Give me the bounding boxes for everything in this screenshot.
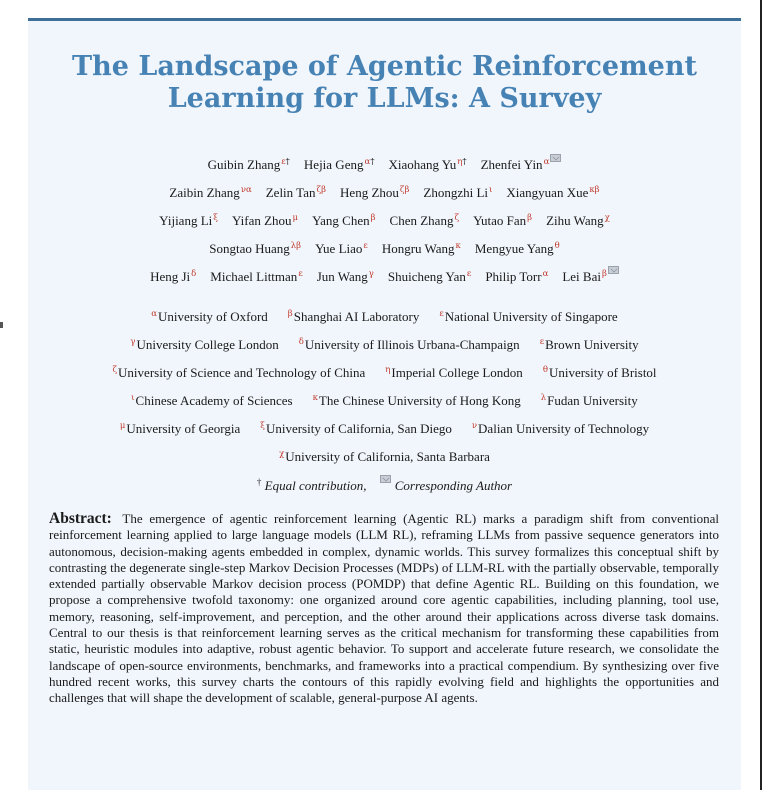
- author: [210, 265, 302, 286]
- abstract: [49, 511, 719, 707]
- affiliation-name: Chinese Academy of Sciences: [135, 393, 293, 408]
- affiliation: [299, 333, 520, 354]
- affiliation-mark: θ: [542, 365, 548, 375]
- affiliation: [385, 361, 523, 382]
- affiliation: [439, 305, 617, 326]
- author-name: Hongru Wang: [381, 241, 455, 256]
- affiliation-row: [28, 389, 741, 410]
- legend-separator: ,: [363, 478, 367, 493]
- author: [169, 181, 251, 202]
- corresponding-author-note: Corresponding Author: [394, 478, 513, 493]
- author: [546, 209, 610, 230]
- author-row: [28, 153, 741, 174]
- affiliation: [540, 333, 639, 354]
- author-name: Zelin Tan: [265, 185, 316, 200]
- affiliation-mark: ξ: [260, 421, 265, 431]
- affiliation-mark: γ: [368, 269, 374, 279]
- affiliation-name: Brown University: [545, 337, 639, 352]
- affiliation-mark: β: [287, 309, 293, 319]
- affiliation-name: The Chinese University of Hong Kong: [318, 393, 521, 408]
- affiliation-name: University of California, San Diego: [265, 421, 452, 436]
- affiliation-name: University of Illinois Urbana-Champaign: [304, 337, 520, 352]
- dagger-mark: †: [256, 477, 262, 487]
- affiliation: [288, 305, 420, 326]
- paper-title: [28, 51, 741, 115]
- affiliation: [279, 445, 490, 466]
- affiliation-mark: ε: [466, 269, 472, 279]
- author: [388, 265, 471, 286]
- affiliation-row: [28, 361, 741, 382]
- affiliation-mark: ε: [539, 337, 545, 347]
- affiliation-mark: μ: [292, 213, 299, 223]
- affiliation-mark: λ: [540, 393, 547, 403]
- affiliation-name: University of California, Santa Barbara: [285, 449, 490, 464]
- dagger-mark: †: [285, 157, 290, 167]
- affiliation-mark: ζ: [454, 213, 460, 223]
- author: [266, 181, 326, 202]
- affiliation-mark: δ: [298, 337, 304, 347]
- author-name: Hejia Geng: [303, 157, 364, 172]
- author: [159, 209, 218, 230]
- author-row: [28, 181, 741, 202]
- affiliation-row: [28, 333, 741, 354]
- author-name: Yutao Fan: [473, 213, 527, 228]
- affiliation-mark: χ: [279, 449, 285, 459]
- title-line-1: The Landscape of Agentic Reinforcement: [72, 51, 697, 82]
- author: [562, 265, 619, 286]
- affiliation: [151, 305, 268, 326]
- author: [388, 153, 466, 174]
- equal-contribution-note: Equal contribution: [264, 478, 364, 493]
- affiliation-mark: α: [543, 157, 550, 167]
- author: [382, 237, 461, 258]
- affiliation: [120, 417, 240, 438]
- author: [340, 181, 409, 202]
- author: [423, 181, 492, 202]
- affiliation-name: Imperial College London: [391, 365, 523, 380]
- affiliation-mark: κβ: [589, 185, 600, 195]
- affiliation: [131, 389, 292, 410]
- affiliation: [260, 417, 452, 438]
- affiliation-mark: χ: [604, 213, 610, 223]
- abstract-label: Abstract:: [49, 510, 112, 527]
- affiliation: [543, 361, 657, 382]
- affiliation-mark: δ: [191, 269, 197, 279]
- author-name: Chen Zhang: [389, 213, 454, 228]
- affiliation-name: University of Georgia: [126, 421, 241, 436]
- affiliation-mark: γ: [130, 337, 136, 347]
- author-name: Yifan Zhou: [231, 213, 292, 228]
- affiliation-mark: ζ: [112, 365, 118, 375]
- affiliation-name: National University of Singapore: [444, 309, 618, 324]
- affiliation-mark: κ: [312, 393, 318, 403]
- author-row: [28, 209, 741, 230]
- author: [150, 265, 196, 286]
- affiliation-name: University of Science and Technology of China: [118, 365, 366, 380]
- author-name: Mengyue Yang: [474, 241, 554, 256]
- affiliation-name: University of Bristol: [548, 365, 657, 380]
- author-name: Zaibin Zhang: [169, 185, 240, 200]
- author: [304, 153, 375, 174]
- affiliation-mark: ν: [471, 421, 478, 431]
- author: [312, 209, 375, 230]
- affiliation-mark: ε†: [281, 157, 290, 167]
- author-name: Yue Liao: [315, 241, 363, 256]
- author-name: Heng Ji: [150, 269, 191, 284]
- author: [232, 209, 298, 230]
- affiliation-name: Shanghai AI Laboratory: [293, 309, 420, 324]
- author-name: Songtao Huang: [209, 241, 290, 256]
- affiliation: [112, 361, 365, 382]
- title-panel: [28, 18, 741, 790]
- author-row: [28, 265, 741, 286]
- affiliation-mark: να: [240, 185, 252, 195]
- author-name: Shuicheng Yan: [387, 269, 466, 284]
- affiliation: [313, 389, 521, 410]
- author-name: Lei Bai: [562, 269, 601, 284]
- margin-mark: [0, 322, 3, 328]
- affiliation-mark: η: [385, 365, 391, 375]
- affiliation-mark: β: [370, 213, 376, 223]
- envelope-icon: [380, 475, 391, 483]
- affiliation-row: [28, 417, 741, 438]
- author: [208, 153, 290, 174]
- author-row: [28, 237, 741, 258]
- affiliation-name: University of Oxford: [158, 309, 268, 324]
- title-line-2: Learning for LLMs: A Survey: [167, 83, 602, 114]
- author-name: Jun Wang: [316, 269, 368, 284]
- affiliation-mark: ι: [489, 185, 493, 195]
- affiliation: [541, 389, 638, 410]
- author: [475, 237, 560, 258]
- affiliation-mark: θ: [554, 241, 560, 251]
- dagger-mark: †: [370, 157, 375, 167]
- author-name: Philip Torr: [485, 269, 542, 284]
- author: [390, 209, 460, 230]
- contribution-legend: [28, 473, 741, 495]
- affiliation-mark: α: [542, 269, 549, 279]
- author: [473, 209, 532, 230]
- author: [317, 265, 374, 286]
- author-name: Yijiang Li: [159, 213, 213, 228]
- affiliation-mark: μ: [119, 421, 126, 431]
- affiliation-mark: ε: [298, 269, 303, 279]
- author-name: Xiangyuan Xue: [506, 185, 589, 200]
- affiliation-mark: ε: [439, 309, 444, 319]
- author: [209, 237, 301, 258]
- affiliation-mark: α†: [364, 157, 375, 167]
- author-name: Zhongzhi Li: [423, 185, 489, 200]
- dagger-mark: †: [462, 157, 467, 167]
- author-name: Yang Chen: [312, 213, 370, 228]
- author-name: Michael Littman: [210, 269, 298, 284]
- affiliation-mark: κ: [455, 241, 461, 251]
- affiliation-mark: η†: [457, 157, 467, 167]
- envelope-icon: [608, 266, 619, 274]
- abstract-text: The emergence of agentic reinforcement learning (Agentic RL) marks a paradigm shift from conventional reinforcement learning applied to large language models (LLM RL), reframing LLMs from passive sequence generators into autonomous, decision-making agents embedded in complex, dynamic worlds. This survey formalizes this conceptual shift by contrasting the degenerate single-step Markov Decision Processes (MDPs) of LLM-RL with the partially observable, temporally extended partially observable Markov decision process (POMDP) that define Agentic RL. Building on this foundation, we propose a comprehensive twofold taxonomy: one organized around core agentic capabilities, including planning, tool use, memory, reasoning, self-improvement, and perception, and the other around their applications across diverse task domains. Central to our thesis is that reinforcement learning serves as the critical mechanism for transforming these capabilities from static, heuristic modules into adaptive, robust agentic behavior. To support and accelerate future research, we consolidate the landscape of open-source environments, benchmarks, and frameworks into a practical compendium. By synthesizing over five hundred recent works, this survey charts the contours of this rapidly evolving field and highlights the opportunities and challenges that will shape the development of scalable, general-purpose AI agents.: [49, 511, 719, 706]
- affiliation-name: Fudan University: [547, 393, 638, 408]
- affiliation-mark: β: [527, 213, 533, 223]
- author: [506, 181, 599, 202]
- author-name: Heng Zhou: [340, 185, 399, 200]
- affiliation-mark: ι: [131, 393, 135, 403]
- envelope-icon: [550, 154, 561, 162]
- affiliation-mark: ζβ: [399, 185, 410, 195]
- affiliation-row: [28, 305, 741, 326]
- author-name: Guibin Zhang: [207, 157, 281, 172]
- affiliation-mark: α: [151, 309, 158, 319]
- author: [485, 265, 548, 286]
- author: [481, 153, 562, 174]
- affiliation: [472, 417, 649, 438]
- affiliation-row: [28, 445, 741, 466]
- affiliation-mark: ε: [363, 241, 368, 251]
- affiliation-mark: λβ: [290, 241, 302, 251]
- affiliation: [130, 333, 278, 354]
- affiliation-mark: ζβ: [316, 185, 327, 195]
- author: [315, 237, 368, 258]
- author-name: Zhenfei Yin: [480, 157, 543, 172]
- author-name: Xiaohang Yu: [388, 157, 457, 172]
- affiliation-mark: ξ: [213, 213, 218, 223]
- affiliation-mark: β: [601, 269, 607, 279]
- author-name: Zihu Wang: [546, 213, 604, 228]
- affiliation-name: University College London: [136, 337, 279, 352]
- affiliation-name: Dalian University of Technology: [478, 421, 650, 436]
